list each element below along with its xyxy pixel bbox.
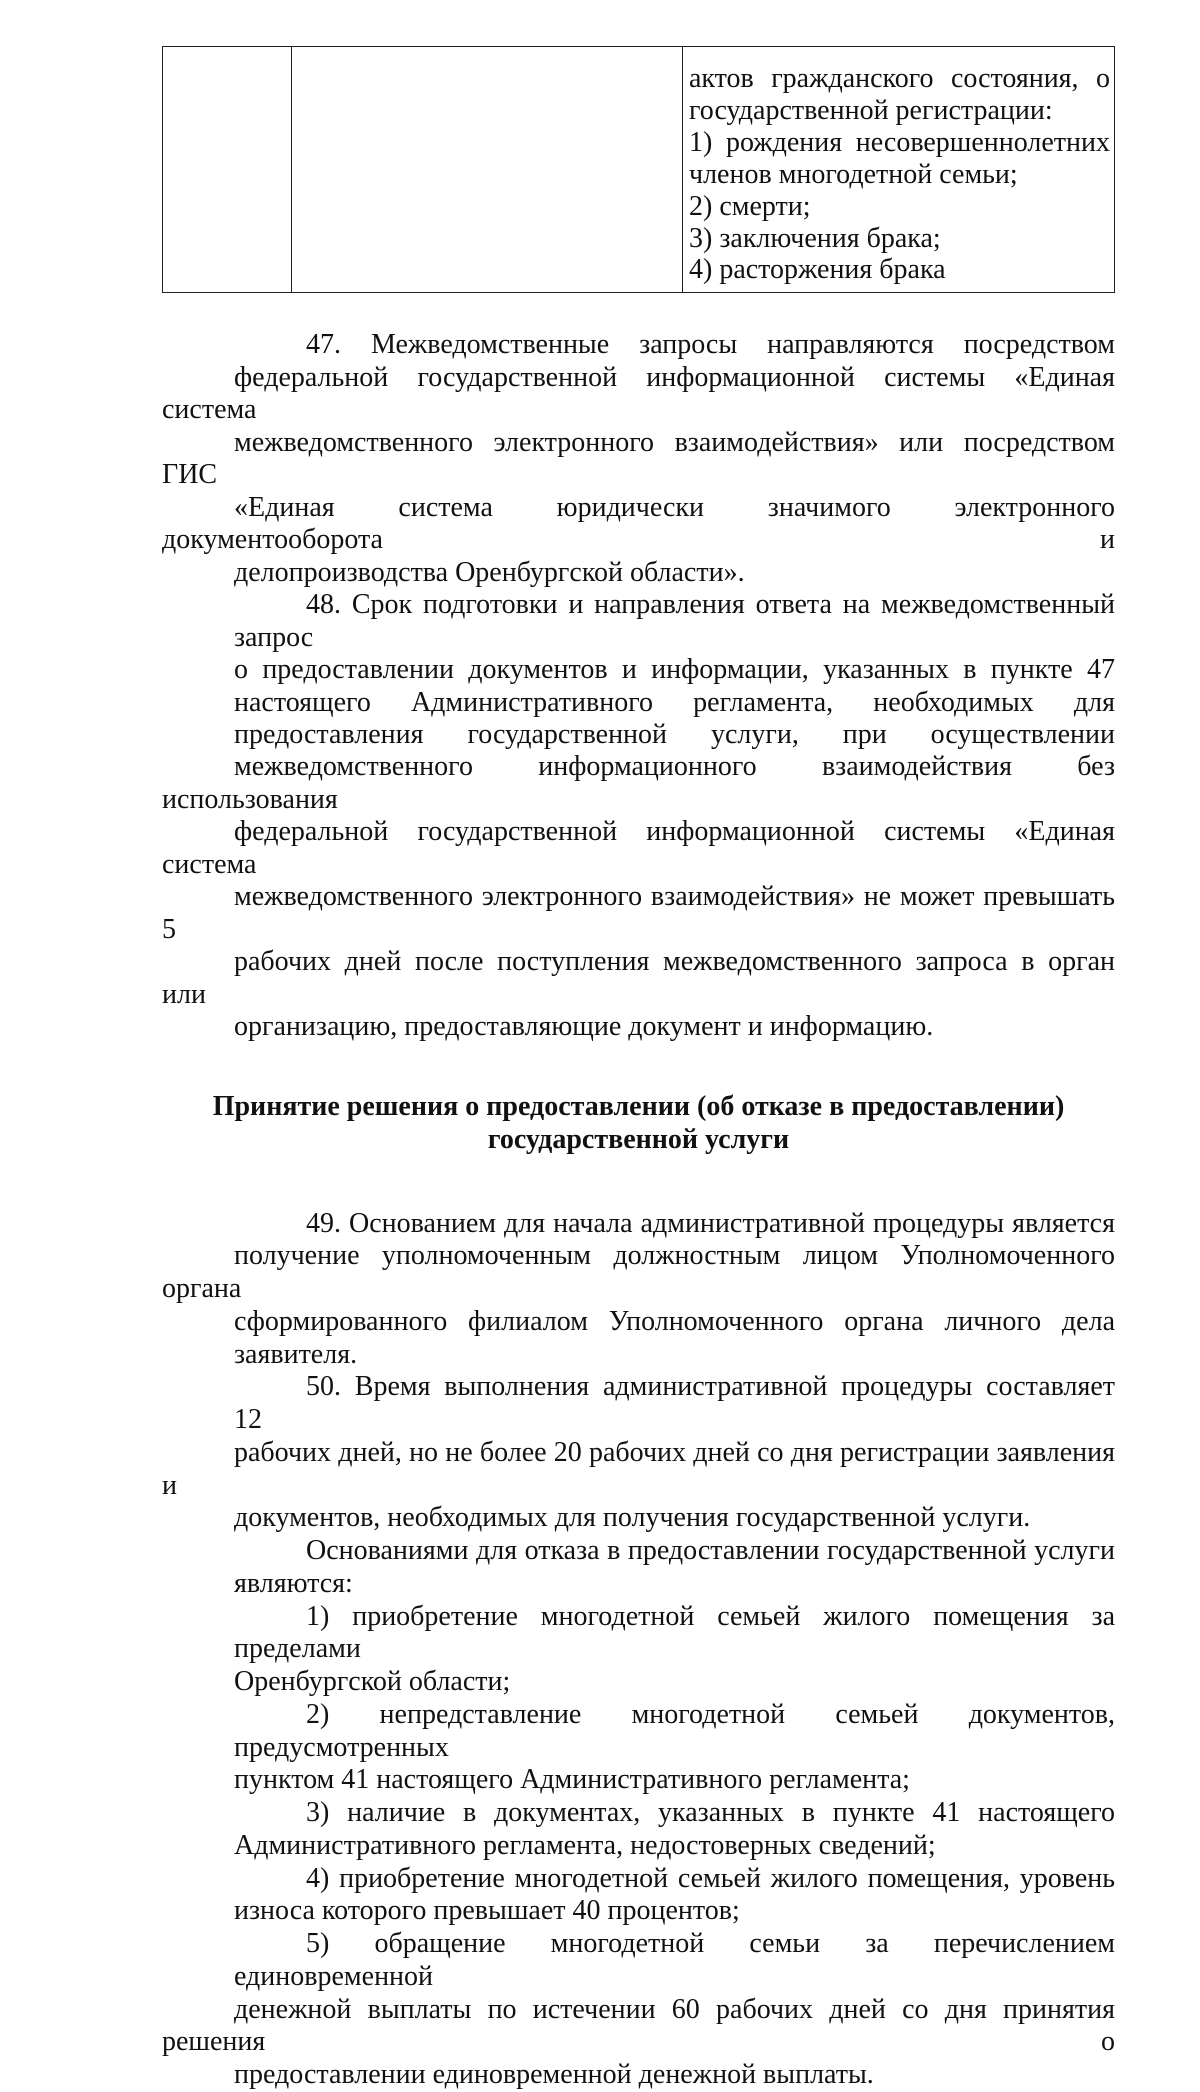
text-line: пунктом 41 настоящего Административного регламента;: [234, 1764, 910, 1796]
table-cell-number: [163, 47, 292, 293]
heading-line: государственной услуги: [487, 1123, 790, 1155]
paragraph-grounds: [162, 1535, 1115, 1601]
cell-text-line: 2) смерти;: [689, 190, 811, 222]
cell-text-line: актов гражданского состояния, о: [689, 63, 1110, 94]
cell-text-line: государственной регистрации:: [689, 94, 1053, 126]
text-line: Основаниями для отказа в предоставлении государственной услуги: [306, 1535, 1115, 1567]
text-line: денежной выплаты по истечении 60 рабочих дней со дня принятия решения о: [162, 1993, 1115, 2058]
text-line: 48. Срок подготовки и направления ответа на межведомственный запрос: [234, 589, 1115, 653]
list-item-3: [162, 1797, 1115, 1863]
paragraph-49: [162, 1208, 1115, 1372]
text-line: о предоставлении документов и информации, указанных в пункте 47: [234, 654, 1115, 686]
text-line: получение уполномоченным должностным лицом Уполномоченного органа: [162, 1240, 1115, 1305]
text-line: организацию, предоставляющие документ и информацию.: [234, 1011, 934, 1043]
text-line: Административного регламента, недостоверных сведений;: [234, 1829, 936, 1861]
text-line: настоящего Административного регламента, необходимых для: [234, 686, 1115, 718]
document-page: [162, 46, 1115, 2092]
text-line: 3) наличие в документах, указанных в пункте 41 настоящего: [306, 1797, 1115, 1829]
text-line: сформированного филиалом Уполномоченного органа личного дела: [234, 1305, 1115, 1337]
text-line: Оренбургской области;: [234, 1666, 511, 1698]
list-item-5: [162, 1928, 1115, 2092]
text-line: заявителя.: [234, 1338, 358, 1370]
cell-text-line: 3) заключения брака;: [689, 222, 941, 254]
text-line: 1) приобретение многодетной семьей жилого помещения за пределами: [234, 1600, 1115, 1665]
cell-text-line: 4) расторжения брака: [689, 254, 946, 286]
text-line: «Единая система юридически значимого электронного документооборота и: [162, 491, 1115, 556]
section-heading: [162, 1090, 1115, 1156]
paragraph-50: [162, 1371, 1115, 1535]
text-line: 4) приобретение многодетной семьей жилого помещения, уровень: [306, 1862, 1115, 1894]
cell-text-line: 1) рождения несовершеннолетних: [689, 126, 1110, 158]
heading-line: Принятие решения о предоставлении (об отказе в предоставлении): [212, 1090, 1065, 1122]
table-cell-content: [683, 47, 1115, 293]
cell-text-line: членов многодетной семьи;: [689, 158, 1018, 190]
text-line: 5) обращение многодетной семьи за перечислением единовременной: [234, 1928, 1115, 1992]
text-line: 2) непредставление многодетной семьей документов, предусмотренных: [234, 1698, 1115, 1763]
text-line: предоставлении единовременной денежной выплаты.: [234, 2059, 874, 2091]
text-line: 50. Время выполнения административной процедуры составляет 12: [234, 1371, 1115, 1436]
text-line: предоставления государственной услуги, при осуществлении: [234, 718, 1115, 750]
text-line: 49. Основанием для начала административной процедуры является: [306, 1207, 1115, 1239]
text-line: рабочих дней после поступления межведомственного запроса в орган или: [162, 946, 1115, 1010]
section-decision: [162, 1208, 1115, 2092]
list-item-2: [162, 1699, 1115, 1797]
text-line: федеральной государственной информационной системы «Единая система: [162, 816, 1115, 880]
text-line: межведомственного информационного взаимодействия без использования: [162, 751, 1115, 815]
text-line: рабочих дней, но не более 20 рабочих дней со дня регистрации заявления и: [162, 1436, 1115, 1501]
text-line: износа которого превышает 40 процентов;: [234, 1895, 740, 1927]
text-line: межведомственного электронного взаимодействия» не может превышать 5: [162, 881, 1115, 945]
paragraph-48: [162, 589, 1115, 1044]
continuation-table: [162, 46, 1115, 293]
paragraph-47: [162, 329, 1115, 589]
list-item-4: [162, 1863, 1115, 1929]
section-interagency-requests: [162, 329, 1115, 1043]
table-cell-name: [292, 47, 683, 293]
text-line: 47. Межведомственные запросы направляются посредством: [306, 329, 1115, 361]
text-line: межведомственного электронного взаимодействия» или посредством ГИС: [162, 426, 1115, 491]
table-row: [163, 47, 1115, 293]
list-item-1: [162, 1601, 1115, 1699]
text-line: документов, необходимых для получения государственной услуги.: [234, 1502, 1031, 1534]
text-line: федеральной государственной информационной системы «Единая система: [162, 361, 1115, 426]
text-line: делопроизводства Оренбургской области».: [234, 556, 745, 588]
text-line: являются:: [234, 1567, 353, 1599]
